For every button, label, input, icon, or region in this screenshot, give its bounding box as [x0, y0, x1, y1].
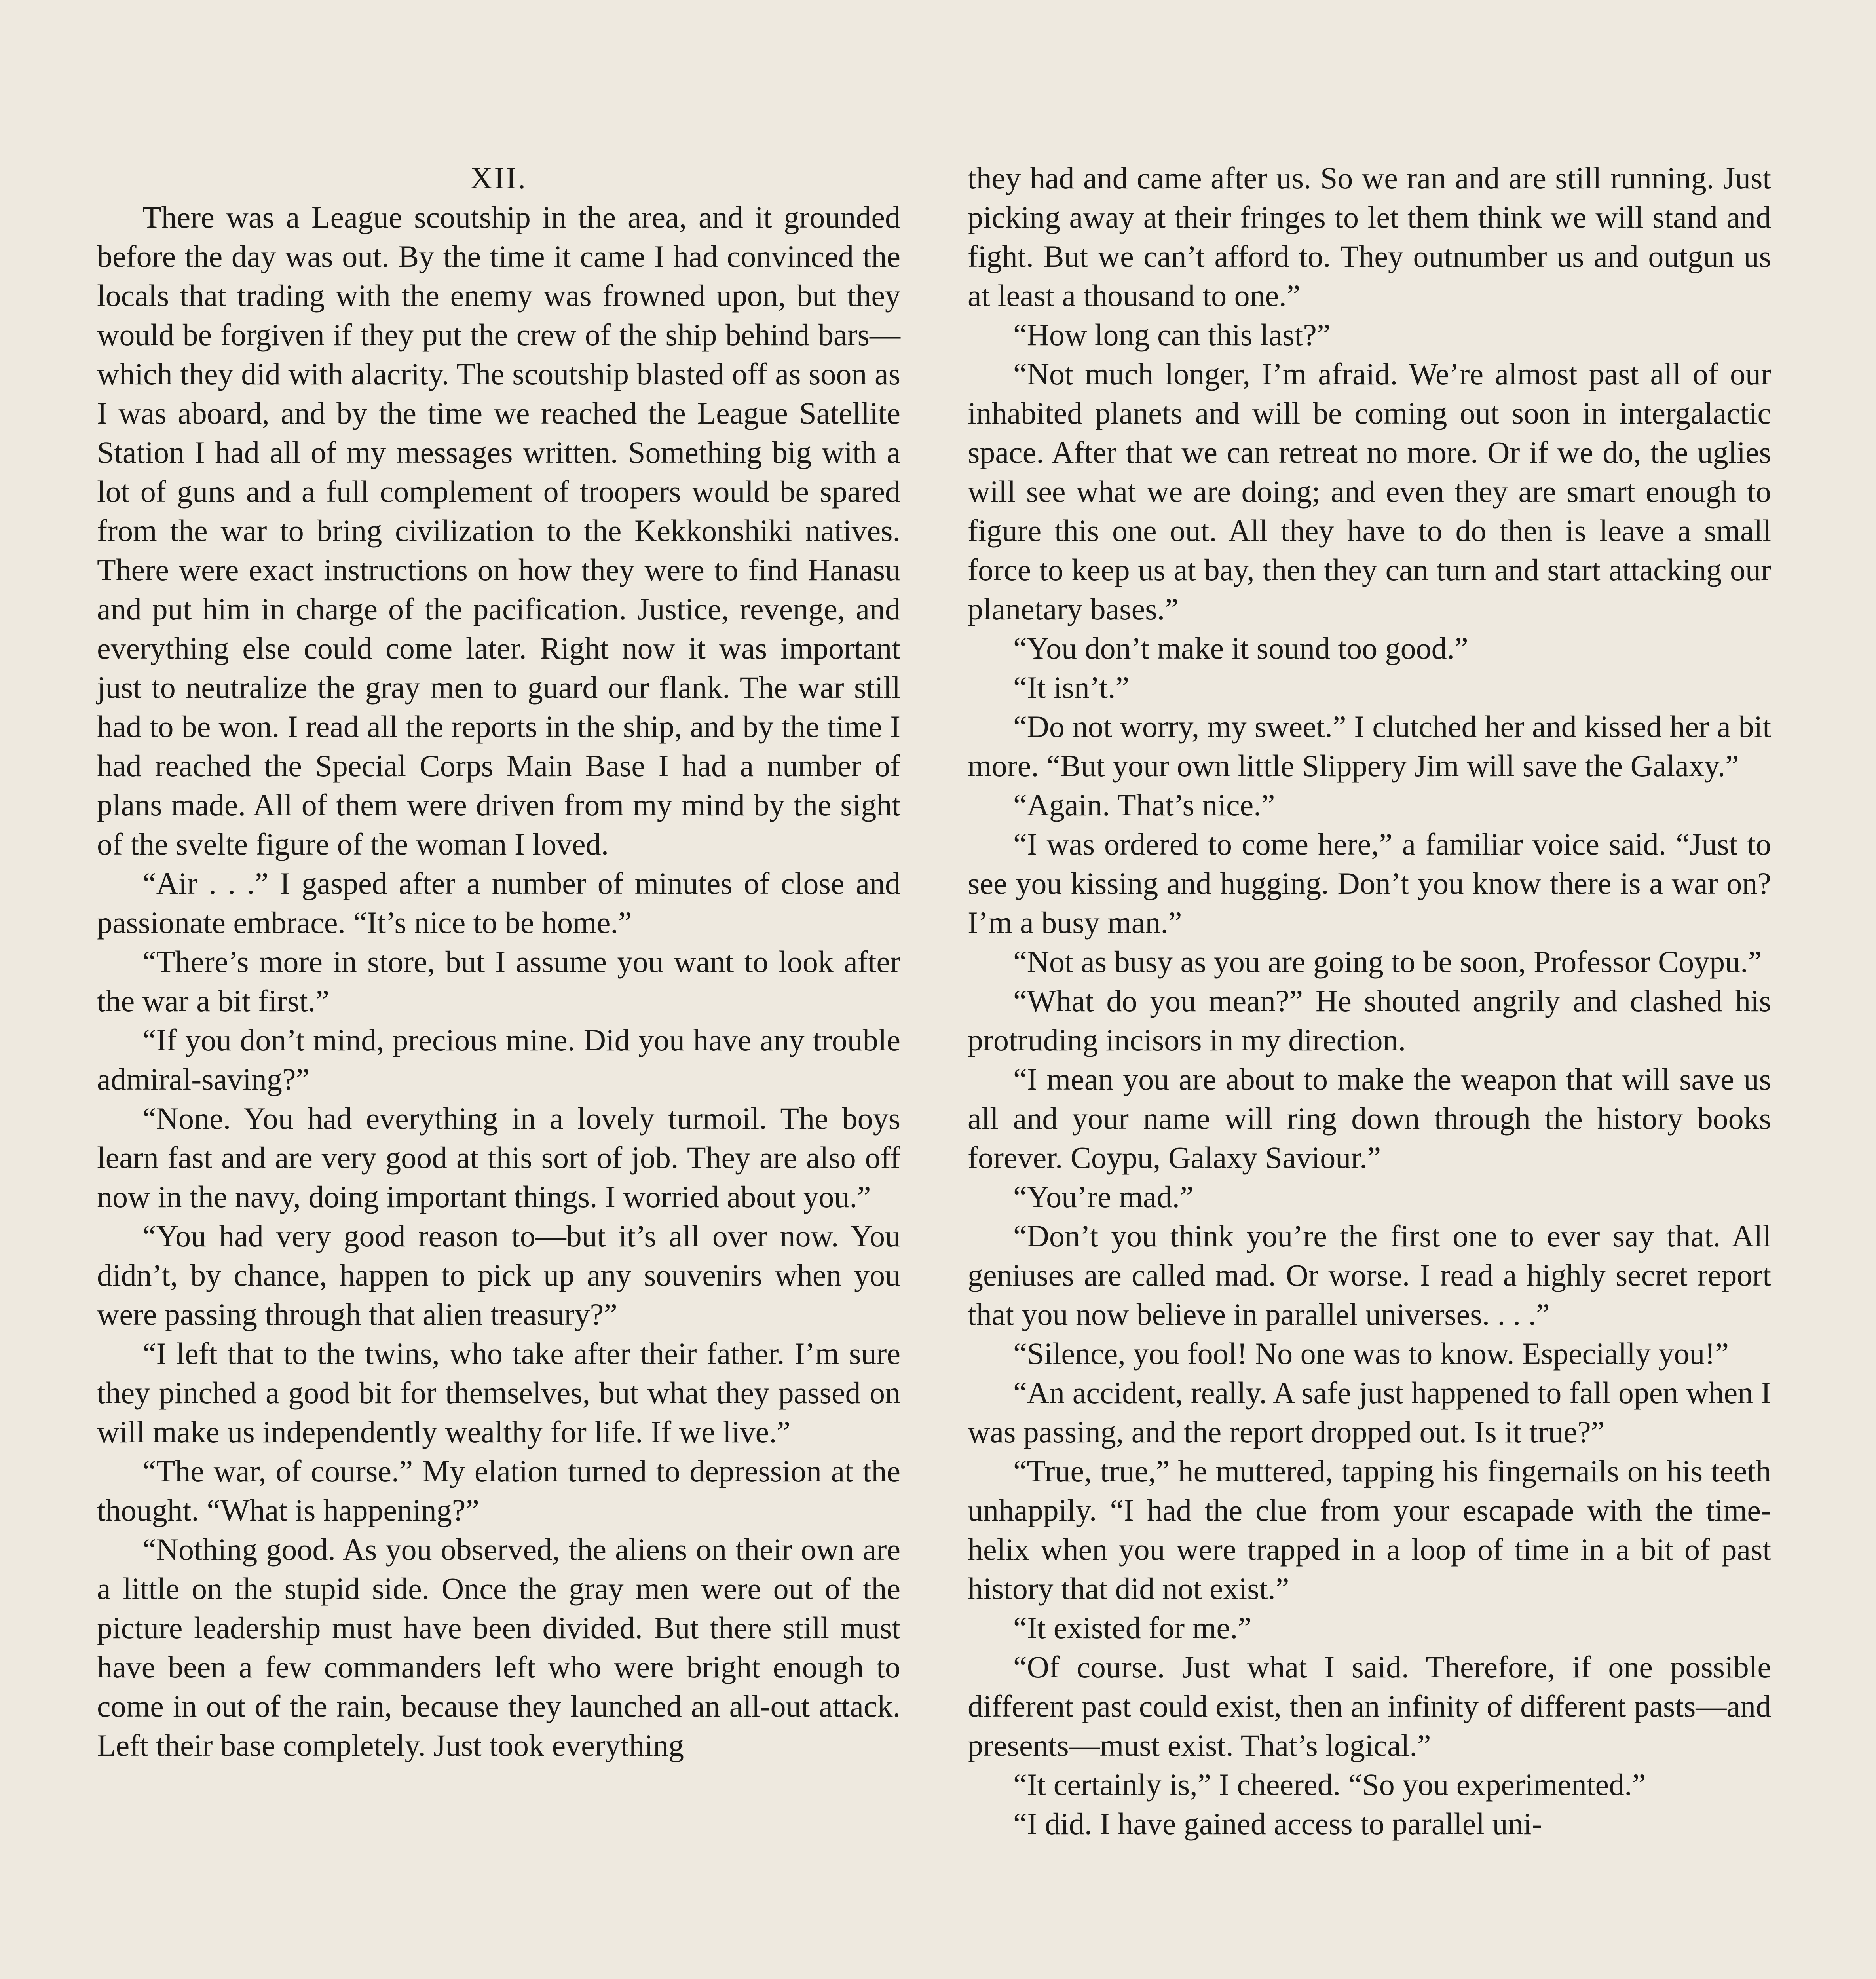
chapter-heading: XII. — [470, 161, 527, 195]
paragraph: “You don’t make it sound too good.” — [1013, 631, 1468, 665]
paragraph: “I left that to the twins, who take after their father. I’m sure they pinched a good bit for themselves, but what they passed on will make us independently wealthy for life. If we live.” — [97, 1336, 900, 1449]
paragraph: “Silence, you fool! No one was to know. Especially you!” — [1013, 1336, 1729, 1371]
paragraph: “What do you mean?” He shouted angrily and clashed his protruding incisors in my direction. — [968, 984, 1771, 1057]
paragraph: “If you don’t mind, precious mine. Did you have any trouble admiral-saving?” — [97, 1023, 900, 1096]
paragraph: “Again. That’s nice.” — [1013, 788, 1275, 822]
paragraph: “I did. I have gained access to parallel uni- — [1013, 1806, 1542, 1841]
paragraph: “You’re mad.” — [1013, 1179, 1194, 1214]
paragraph: “Air . . .” I gasped after a number of minutes of close and passionate embrace. “It’s nice to be home.” — [97, 866, 900, 940]
paragraph: “Of course. Just what I said. Therefore, if one possible different past could exist, then an infinity of different pasts—and presents—must exist. That’s logical.” — [968, 1650, 1771, 1762]
paragraph: “Nothing good. As you observed, the aliens on their own are a little on the stupid side. Once the gray men were out of the picture leadership must have been divided. But there still must have been a few commanders left who were bright enough to come in out of the rain, because they launched an all-out attack. Left their base completely. Just took everything — [97, 1532, 900, 1762]
paragraph: “Not much longer, I’m afraid. We’re almost past all of our inhabited planets and will be coming out soon in intergalactic space. After that we can retreat no more. Or if we do, the uglies will see what we are doing; and even they are smart enough to figure this one out. All they have to do then is leave a small force to keep us at bay, then they can turn and start attacking our planetary bases.” — [968, 357, 1771, 626]
paragraph: “You had very good reason to—but it’s all over now. You didn’t, by chance, happen to pick up any souvenirs when you were passing through that alien treasury?” — [97, 1219, 900, 1331]
paragraph: There was a League scoutship in the area, and it grounded before the day was out. By the time it came I had convinced the locals that trading with the enemy was frowned upon, but they would be forgiven if they put the crew of the ship behind bars—which they did with alacrity. The scoutship blasted off as soon as I was aboard, and by the time we reached the League Satellite Station I had all of my messages written. Something big with a lot of guns and a full complement of troopers would be spared from the war to bring civilization to the Kekkonshiki natives. There were exact instructions on how they were to find Hanasu and put him in charge of the pacification. Justice, revenge, and everything else could come later. Right now it was important just to neutralize the gray men to guard our flank. The war still had to be won. I read all the reports in the ship, and by the time I had reached the Special Corps Main Base I had a number of plans made. All of them were driven from my mind by the sight of the svelte figure of the woman I loved. — [97, 200, 900, 861]
paragraph: “I was ordered to come here,” a familiar voice said. “Just to see you kissing and hugging. Don’t you know there is a war on? I’m a busy man.” — [968, 827, 1771, 940]
paragraph: “It existed for me.” — [1013, 1611, 1252, 1645]
right-column — [968, 158, 1771, 1843]
left-column — [97, 158, 900, 1765]
paragraph: “Don’t you think you’re the first one to ever say that. All geniuses are called mad. Or worse. I read a highly secret report that you now believe in parallel universes. . . .” — [968, 1219, 1771, 1331]
paragraph: “I mean you are about to make the weapon that will save us all and your name will ring down through the history books forever. Coypu, Galaxy Saviour.” — [968, 1062, 1771, 1175]
paragraph: “Do not worry, my sweet.” I clutched her and kissed her a bit more. “But your own little Slippery Jim will save the Galaxy.” — [968, 709, 1771, 783]
paragraph: “How long can this last?” — [1013, 317, 1331, 352]
paragraph: “The war, of course.” My elation turned to depression at the thought. “What is happening?” — [97, 1454, 900, 1527]
paragraph: “It certainly is,” I cheered. “So you experimented.” — [1013, 1767, 1646, 1802]
paragraph: “Not as busy as you are going to be soon, Professor Coypu.” — [1013, 944, 1762, 979]
paragraph: “None. You had everything in a lovely turmoil. The boys learn fast and are very good at this sort of job. They are also off now in the navy, doing important things. I worried about you.” — [97, 1101, 900, 1214]
paragraph: “There’s more in store, but I assume you want to look after the war a bit first.” — [97, 944, 900, 1018]
paragraph: “It isn’t.” — [1013, 670, 1130, 705]
paragraph: “An accident, really. A safe just happened to fall open when I was passing, and the report dropped out. Is it true?” — [968, 1375, 1771, 1449]
paragraph: “True, true,” he muttered, tapping his fingernails on his teeth unhappily. “I had the clue from your escapade with the time-helix when you were trapped in a loop of time in a bit of past history that did not exist.” — [968, 1454, 1771, 1606]
paragraph-continued: they had and came after us. So we ran and are still running. Just picking away at their fringes to let them think we will stand and fight. But we can’t afford to. They outnumber us and outgun us at least a thousand to one.” — [968, 161, 1771, 313]
